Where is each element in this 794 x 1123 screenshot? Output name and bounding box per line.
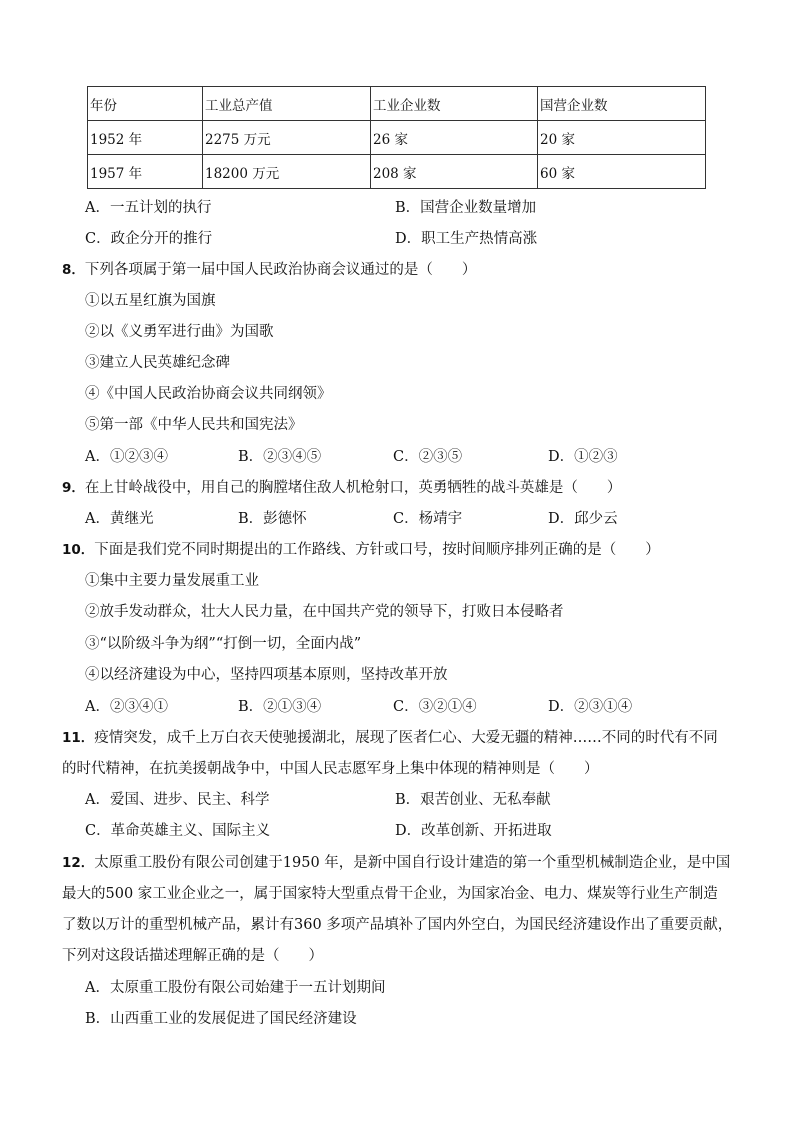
q10-option-a[interactable]: A．②③④①: [85, 699, 168, 715]
table-header-cell: 工业企业数: [371, 87, 538, 121]
q10-item: ④以经济建设为中心，坚持四项基本原则，坚持改革开放: [85, 667, 448, 683]
q12-stem-cont: 了数以万计的重型机械产品，累计有360 多项产品填补了国内外空白，为国民经济建设作出了重要贡献，: [62, 917, 733, 933]
q9-option-d[interactable]: D．邱少云: [548, 511, 618, 527]
q8-item: ③建立人民英雄纪念碑: [85, 355, 230, 371]
q11-option-c[interactable]: C．革命英雄主义、国际主义: [85, 823, 271, 839]
q12-stem-cont: 最大的500 家工业企业之一，属于国家特大型重点骨干企业，为国家冶金、电力、煤炭等行业生产制造: [62, 886, 718, 902]
q8-option-b[interactable]: B．②③④⑤: [238, 449, 322, 465]
table-cell: 1952 年: [88, 121, 203, 155]
q8-option-c[interactable]: C．②③⑤: [393, 449, 463, 465]
q9-option-c[interactable]: C．杨靖宇: [393, 511, 463, 527]
q12-option-a[interactable]: A．太原重工股份有限公司始建于一五计划期间: [85, 980, 386, 996]
table-cell: 20 家: [538, 121, 706, 155]
table-header-cell: 国营企业数: [538, 87, 706, 121]
table-header-cell: 年份: [88, 87, 203, 121]
table-header-row: [88, 87, 706, 121]
q8-item: ②以《义勇军进行曲》为国歌: [85, 324, 274, 340]
q11-stem-cont: 的时代精神，在抗美援朝战争中，中国人民志愿军身上集中体现的精神则是（ ）: [62, 761, 599, 777]
q10-item: ①集中主要力量发展重工业: [85, 573, 259, 589]
industry-data-table: [87, 86, 706, 189]
question-number: 10．: [62, 542, 95, 558]
q10-option-c[interactable]: C．③②①④: [393, 699, 477, 715]
q7-option-d[interactable]: D．职工生产热情高涨: [395, 231, 538, 247]
question-text: 下面是我们党不同时期提出的工作路线、方针或口号，按时间顺序排列正确的是（ ）: [94, 542, 660, 558]
question-text: 疫情突发，成千上万白衣天使驰援湖北，展现了医者仁心、大爱无疆的精神……不同的时代有不同: [94, 730, 718, 746]
question-number: 8．: [62, 262, 85, 278]
table-header-cell: 工业总产值: [203, 87, 371, 121]
q10-item: ③“以阶级斗争为纲”“打倒一切，全面内战”: [85, 636, 362, 652]
question-number: 11．: [62, 730, 95, 746]
table-cell: 208 家: [371, 155, 538, 189]
table-row: [88, 121, 706, 155]
q9-option-a[interactable]: A．黄继光: [85, 511, 154, 527]
q9-option-b[interactable]: B．彭德怀: [238, 511, 307, 527]
q10-stem: [62, 540, 660, 560]
q12-stem-cont: 下列对这段话描述理解正确的是（ ）: [62, 948, 323, 964]
q8-item: ①以五星红旗为国旗: [85, 293, 216, 309]
question-text: 太原重工股份有限公司创建于1950 年，是新中国自行设计建造的第一个重型机械制造企业，是中国: [94, 855, 731, 871]
q8-option-d[interactable]: D．①②③: [548, 449, 618, 465]
q10-option-b[interactable]: B．②①③④: [238, 699, 322, 715]
table-cell: 26 家: [371, 121, 538, 155]
q7-option-b[interactable]: B．国营企业数量增加: [395, 200, 537, 216]
q11-option-d[interactable]: D．改革创新、开拓进取: [395, 823, 552, 839]
q8-stem: [62, 260, 476, 280]
q10-option-d[interactable]: D．②③①④: [548, 699, 633, 715]
table-cell: 18200 万元: [203, 155, 371, 189]
question-number: 12．: [62, 855, 95, 871]
q11-stem: [62, 728, 718, 748]
table-cell: 2275 万元: [203, 121, 371, 155]
q9-stem: [62, 478, 621, 498]
table-cell: 1957 年: [88, 155, 203, 189]
q7-option-c[interactable]: C．政企分开的推行: [85, 231, 213, 247]
q8-item: ④《中国人民政治协商会议共同纲领》: [85, 386, 332, 402]
q7-option-a[interactable]: A．一五计划的执行: [85, 200, 212, 216]
question-text: 下列各项属于第一届中国人民政治协商会议通过的是（ ）: [84, 262, 477, 278]
q11-option-a[interactable]: A．爱国、进步、民主、科学: [85, 792, 270, 808]
q8-option-a[interactable]: A．①②③④: [85, 449, 168, 465]
q12-option-b[interactable]: B．山西重工业的发展促进了国民经济建设: [85, 1011, 357, 1027]
q11-option-b[interactable]: B．艰苦创业、无私奉献: [395, 792, 551, 808]
table-row: [88, 155, 706, 189]
q12-stem: [62, 853, 730, 873]
question-text: 在上甘岭战役中，用自己的胸膛堵住敌人机枪射口，英勇牺牲的战斗英雄是（ ）: [84, 480, 622, 496]
q8-item: ⑤第一部《中华人民共和国宪法》: [85, 417, 303, 433]
table-cell: 60 家: [538, 155, 706, 189]
question-number: 9．: [62, 480, 85, 496]
q10-item: ②放手发动群众，壮大人民力量，在中国共产党的领导下，打败日本侵略者: [85, 604, 564, 620]
